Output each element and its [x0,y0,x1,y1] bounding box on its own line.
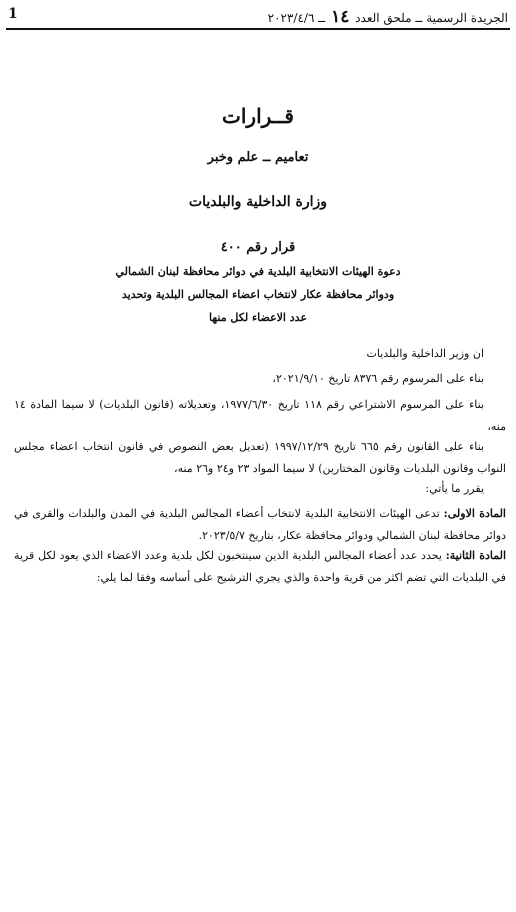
main-title: قــرارات [222,104,294,128]
decision-title-line: ودوائر محافظة عكار لانتخاب اعضاء المجالس البلدية وتحديد [121,288,395,301]
article-text: يحدد عدد أعضاء المجالس البلدية الذين سينتخبون لكل بلدية وعدد الاعضاء الذي يعود لكل قرية في البلديات التي تضم اكثر من قرية واحدة والذي يجري الترشيح على أساسه وفقا لما يلي: [14,549,506,584]
page-number: 1 [8,6,18,22]
decision-number: قرار رقم ٤٠٠ [220,240,296,255]
article-label: المادة الثانية: [445,549,507,562]
article-text: تدعى الهيئات الانتخابية البلدية لانتخاب أعضاء المجالس البلدية في المدن والبلدات والقرى في دوائر محافظة لبنان الشمالي ودوائر محافظة عكار، بتاريخ ٢٠٢٣/٥/٧. [14,507,506,542]
article-label: المادة الاولى: [443,507,506,520]
ministry-name: وزارة الداخلية والبلديات [188,194,328,210]
issue-number: ١٤ [331,7,350,27]
decision-title-line: دعوة الهيئات الانتخابية البلدية في دوائر محافظة لبنان الشمالي [115,265,401,278]
decides-line: يقرر ما يأتي: [425,482,484,495]
page-header [6,4,510,30]
subtitle: تعاميم ــ علم وخبر [207,150,309,165]
gazette-prefix: الجريدة الرسمية ــ ملحق العدد [355,11,508,25]
minister-line: ان وزير الداخلية والبلديات [366,347,484,360]
article-paragraph [14,503,506,547]
recital-paragraph: بناء على المرسوم رقم ٨٣٧٦ تاريخ ٢٠٢١/٩/١٠، [272,372,484,385]
issue-date: ــ ٢٠٢٣/٤/٦ [267,11,326,25]
gazette-issue-line [268,7,508,27]
recital-paragraph: بناء على المرسوم الاشتراعي رقم ١١٨ تاريخ ١٩٧٧/٦/٣٠، وتعديلاته (قانون البلديات) لا سيما المادة ١٤ منه، [14,398,506,433]
decision-title-line: عدد الاعضاء لكل منها [208,311,308,324]
recital-paragraph: بناء على القانون رقم ٦٦٥ تاريخ ١٩٩٧/١٢/٢٩ (تعديل بعض النصوص في قانون انتخاب اعضاء مجلس النواب وقانون البلديات وقانون المختارين) لا سيما المواد ٢٣ و٢٤ و٢٦ منه، [14,440,506,475]
article-paragraph [14,545,506,589]
